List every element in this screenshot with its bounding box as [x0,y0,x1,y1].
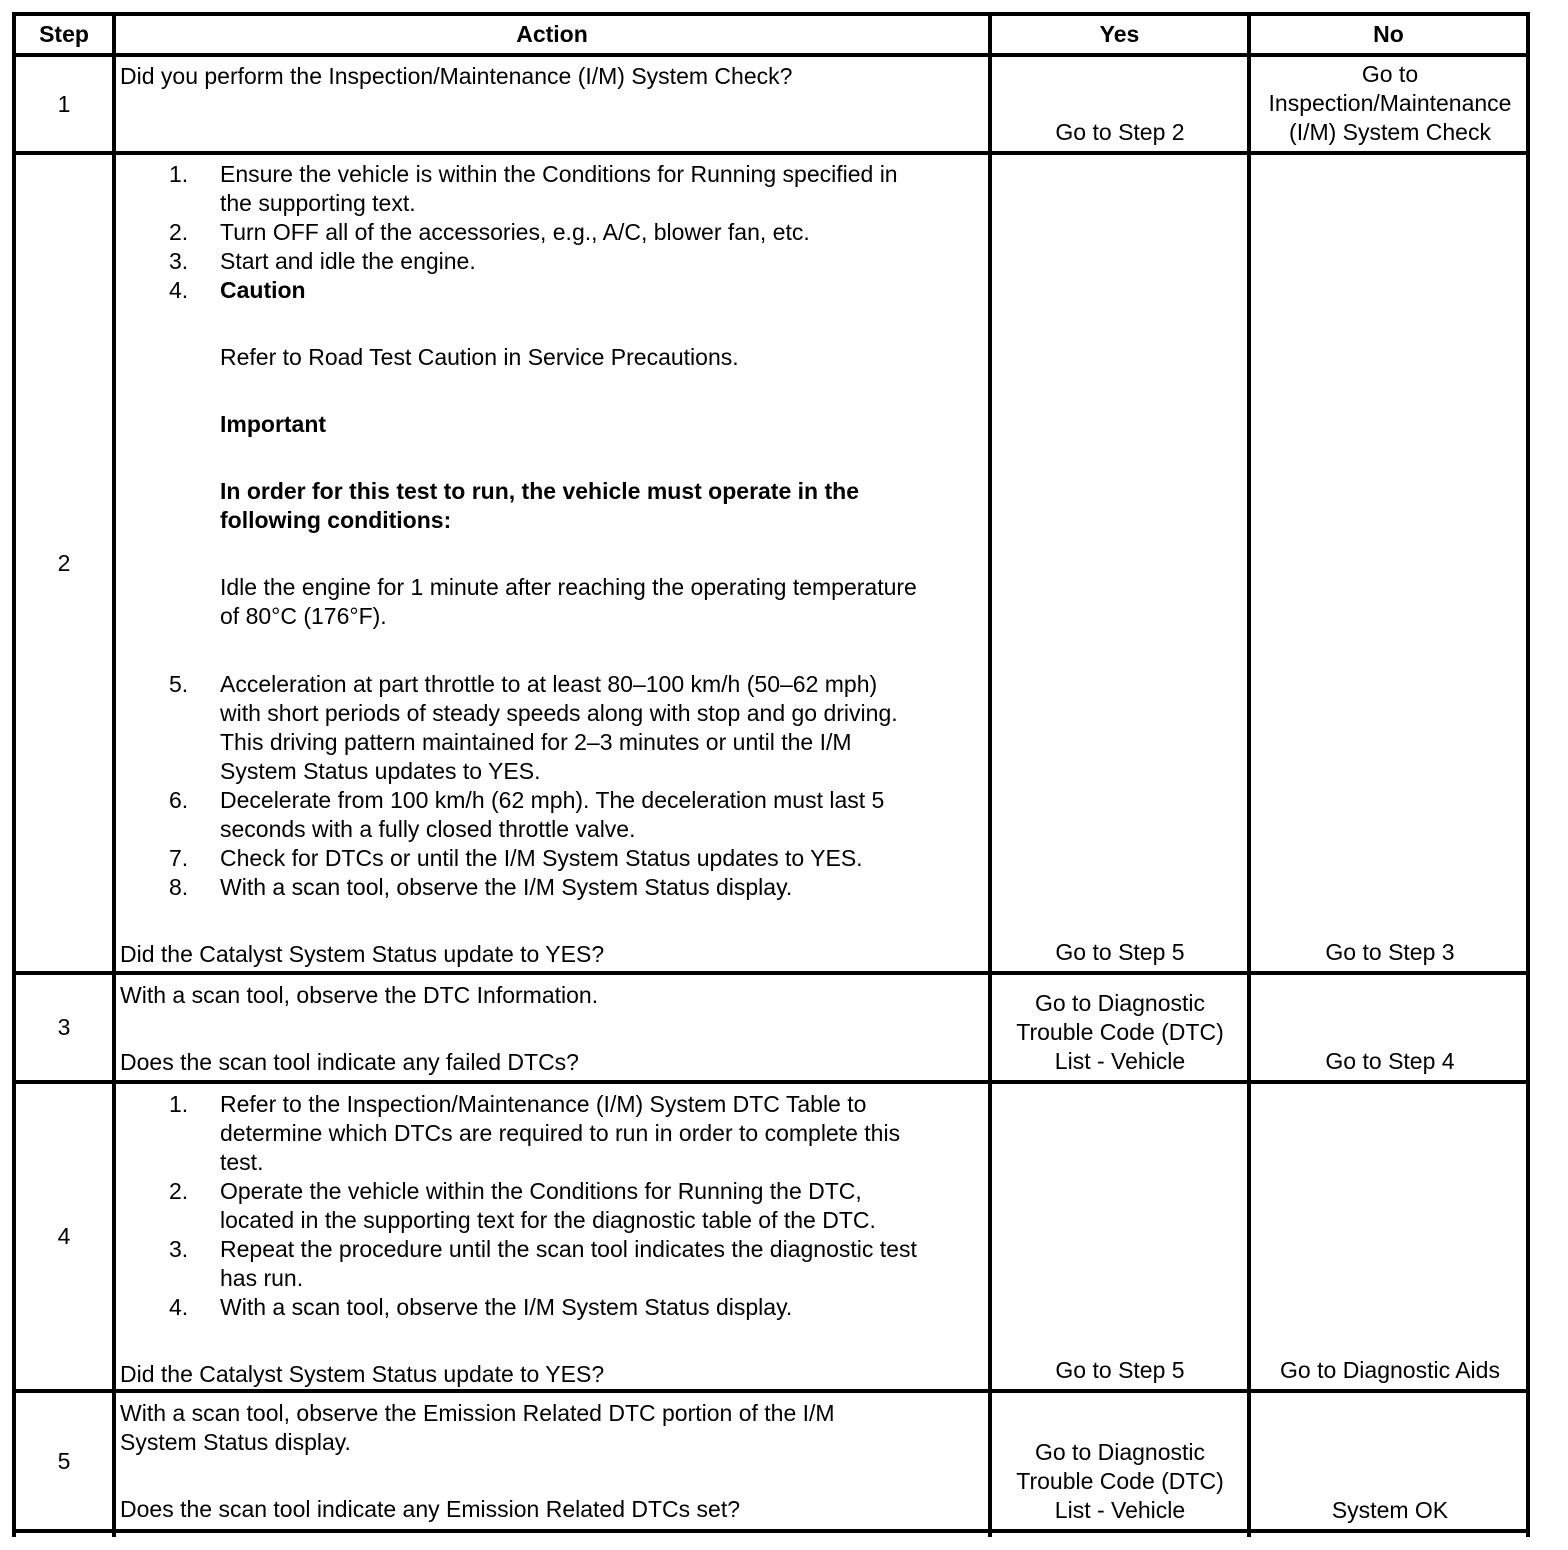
list-item [120,670,984,786]
header-yes: Yes [1099,21,1140,47]
step-1-action [120,62,984,91]
table-border-right [1526,12,1530,1537]
list-number: 1. [169,1091,189,1117]
list-text: determine which DTCs are required to run in order to complete this [220,1120,901,1146]
list-item [120,1090,984,1177]
list-number: 6. [169,787,189,813]
list-text: Acceleration at part throttle to at least 80–100 km/h (50–62 mph) [220,671,878,697]
yes-link-line[interactable]: List - Vehicle [1054,1497,1186,1523]
list-text: With a scan tool, observe the I/M System Status display. [220,1294,793,1320]
list-number: 5. [169,671,189,697]
list-item [120,247,984,276]
idle-line: Idle the engine for 1 minute after reaching the operating temperature [220,574,917,600]
list-text: has run. [220,1265,304,1291]
list-item [120,844,984,873]
list-item [120,218,984,247]
step-3-yes [994,975,1246,1076]
yes-link-line[interactable]: Trouble Code (DTC) [1016,1019,1224,1045]
yes-link[interactable]: Go to Step 2 [1055,119,1185,145]
important-label: Important [220,411,327,437]
column-divider [988,12,992,1537]
no-link[interactable]: Go to Step 3 [1325,939,1455,965]
list-text: test. [220,1149,264,1175]
header-step: Step [39,21,89,47]
step-4-yes [994,1084,1246,1385]
list-item [120,873,984,902]
caution-text: Refer to Road Test Caution in Service Precautions. [220,344,739,370]
idle-line: of 80°C (176°F). [220,603,387,629]
step-question: Does the scan tool indicate any Emission Related DTCs set? [120,1496,741,1522]
no-link[interactable]: Go to Step 4 [1325,1048,1455,1074]
list-item [120,160,984,218]
important-line: In order for this test to run, the vehicle must operate in the [220,478,859,504]
list-item [120,1293,984,1322]
step-2-yes [994,155,1246,967]
important-line: following conditions: [220,507,452,533]
yes-link[interactable]: Go to Step 5 [1055,939,1185,965]
step-number: 1 [57,90,71,117]
step-number: 5 [57,1447,71,1474]
step-number: 2 [57,549,71,576]
list-number: 3. [169,248,189,274]
list-text: Repeat the procedure until the scan tool indicates the diagnostic test [220,1236,917,1262]
list-text: Decelerate from 100 km/h (62 mph). The deceleration must last 5 [220,787,885,813]
step-number: 4 [57,1223,71,1249]
idle-text [120,573,984,631]
no-link-line[interactable]: (I/M) System Check [1289,119,1491,145]
step-5-yes [994,1393,1246,1525]
column-divider [112,12,116,1537]
header-no: No [1373,21,1404,47]
step-4-action [120,1090,984,1389]
no-link[interactable]: System OK [1331,1497,1449,1523]
yes-link-line[interactable]: List - Vehicle [1054,1048,1186,1074]
list-number: 3. [169,1236,189,1262]
list-number: 4. [169,1294,189,1320]
list-item [120,1177,984,1235]
step-5-action [120,1399,984,1524]
list-text: Start and idle the engine. [220,248,476,274]
list-text: located in the supporting text for the diagnostic table of the DTC. [220,1207,876,1233]
step-2-no [1254,155,1526,967]
list-text: with short periods of steady speeds along with stop and go driving. [220,700,898,726]
step-action-text: System Status display. [120,1429,351,1455]
list-item [120,786,984,844]
list-text: Ensure the vehicle is within the Conditions for Running specified in [220,161,898,187]
step-number: 3 [57,1014,71,1040]
step-question: Did you perform the Inspection/Maintenance (I/M) System Check? [120,63,793,89]
column-divider [1247,12,1251,1537]
step-5-no [1254,1393,1526,1525]
no-link[interactable]: Go to Diagnostic Aids [1280,1357,1500,1383]
important-text [120,477,984,535]
table-border-bottom [12,1529,1530,1533]
no-link-line[interactable]: Go to [1361,61,1419,87]
list-text: Check for DTCs or until the I/M System Status updates to YES. [220,845,863,871]
yes-link[interactable]: Go to Step 5 [1055,1357,1185,1383]
yes-link-line[interactable]: Trouble Code (DTC) [1016,1468,1224,1494]
step-1-no [1254,57,1526,147]
list-number: 2. [169,219,189,245]
step-3-action [120,981,984,1077]
caution-label: Caution [220,277,306,303]
list-number: 8. [169,874,189,900]
list-number: 1. [169,161,189,187]
list-number: 4. [169,277,189,303]
step-action-text: With a scan tool, observe the DTC Information. [120,982,599,1008]
step-1-yes [994,57,1246,147]
step-question: Does the scan tool indicate any failed DTCs? [120,1049,579,1075]
no-link-line[interactable]: Inspection/Maintenance [1268,90,1512,116]
list-text: the supporting text. [220,190,416,216]
list-text: With a scan tool, observe the I/M System Status display. [220,874,793,900]
list-number: 2. [169,1178,189,1204]
list-text: Operate the vehicle within the Conditions for Running the DTC, [220,1178,862,1204]
list-item [120,1235,984,1293]
yes-link-line[interactable]: Go to Diagnostic [1034,990,1206,1016]
list-text: System Status updates to YES. [220,758,541,784]
list-text: Refer to the Inspection/Maintenance (I/M) System DTC Table to [220,1091,867,1117]
step-action-text: With a scan tool, observe the Emission Related DTC portion of the I/M [120,1400,835,1426]
step-question: Did the Catalyst System Status update to YES? [120,1361,605,1387]
list-number: 7. [169,845,189,871]
yes-link-line[interactable]: Go to Diagnostic [1034,1439,1206,1465]
list-text: seconds with a fully closed throttle valve. [220,816,636,842]
list-text: Turn OFF all of the accessories, e.g., A/C, blower fan, etc. [220,219,810,245]
step-question: Did the Catalyst System Status update to YES? [120,941,605,967]
step-4-no [1254,1084,1526,1385]
header-action: Action [516,21,588,47]
list-item [120,276,984,305]
step-3-no [1254,975,1526,1076]
list-text: This driving pattern maintained for 2–3 minutes or until the I/M [220,729,852,755]
step-2-action [120,160,984,969]
